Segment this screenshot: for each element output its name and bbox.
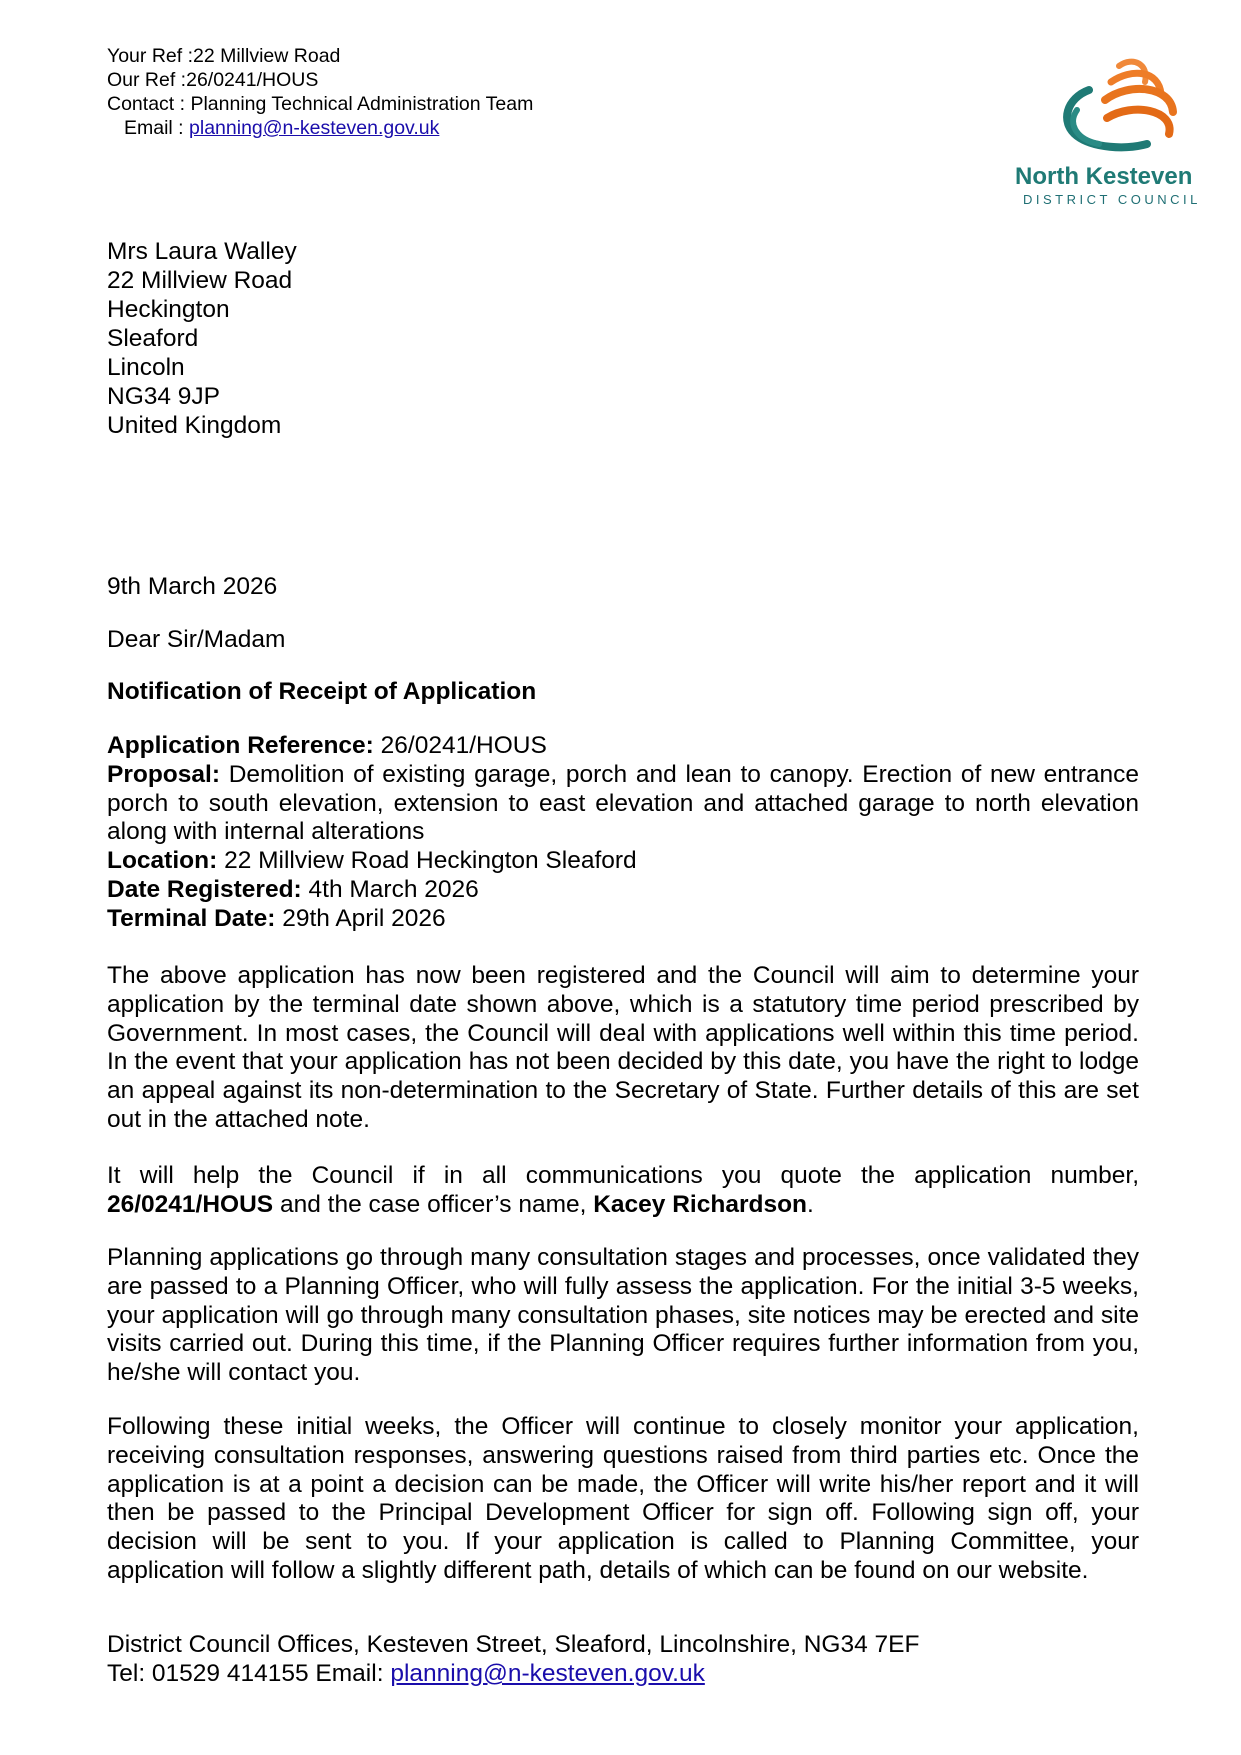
footer-contact <box>107 1659 919 1688</box>
email-line <box>107 116 533 140</box>
para2-start: It will help the Council if in all communications you quote the application number, <box>107 1162 1139 1189</box>
address-line: NG34 9JP <box>107 383 221 410</box>
footer <box>107 1630 919 1688</box>
terminal-label: Terminal Date: <box>107 904 276 932</box>
app-ref-value: 26/0241/HOUS <box>380 732 547 759</box>
location-value: 22 Millview Road Heckington Sleaford <box>224 847 637 875</box>
proposal-label: Proposal: <box>107 760 220 788</box>
location-row <box>107 847 1139 876</box>
logo-orange-swirl-4 <box>1107 110 1170 134</box>
registered-row <box>107 876 1139 905</box>
email-link[interactable]: planning@n-kesteven.gov.uk <box>189 117 440 139</box>
our-ref: Our Ref :26/0241/HOUS <box>107 69 319 91</box>
para2-end: . <box>807 1190 814 1218</box>
reference-block <box>107 44 533 140</box>
logo-name: North Kesteven <box>1015 163 1193 190</box>
proposal-value: Demolition of existing garage, porch and lean to canopy. Erection of new entrance porch to south elevation, extension to east elevation and attached garage to north elevation along with internal alterations <box>107 760 1140 846</box>
footer-tel: Tel: 01529 414155 Email: <box>107 1660 384 1687</box>
footer-email-link[interactable]: planning@n-kesteven.gov.uk <box>390 1660 705 1687</box>
address-line: Lincoln <box>107 354 185 381</box>
letter-heading: Notification of Receipt of Application <box>107 678 537 705</box>
proposal-row <box>107 761 1139 847</box>
app-ref-label: Application Reference: <box>107 732 374 759</box>
registered-label: Date Registered: <box>107 875 302 903</box>
location-label: Location: <box>107 847 218 875</box>
address-line: Mrs Laura Walley <box>107 238 297 265</box>
address-line: 22 Millview Road <box>107 267 293 294</box>
terminal-value: 29th April 2026 <box>282 904 446 932</box>
paragraph-quote-reference <box>107 1162 1139 1220</box>
contact: Contact : Planning Technical Administration Team <box>107 93 534 115</box>
address-line: Heckington <box>107 296 230 323</box>
terminal-row <box>107 905 1139 934</box>
address-line: Sleaford <box>107 325 199 352</box>
application-details <box>107 732 1139 934</box>
paragraph-registration: The above application has now been registered and the Council will aim to determine your application by the terminal date shown above, which is a statutory time period prescribed by Government. In most cases, the Council will deal with applications well within this time period. In the event that your application has not been decided by this date, you have the right to lodge an appeal against its non-determination to the Secretary of State. Further details of this are set out in the attached note. <box>107 962 1139 1133</box>
paragraph-process: Following these initial weeks, the Officer will continue to closely monitor your application, receiving consultation responses, answering questions raised from third parties etc. Once the application is at a point a decision can be made, the Officer will write his/her report and it will then be passed to the Principal Development Officer for sign off. Following sign off, your decision will be sent to you. If your application is called to Planning Committee, your application will follow a slightly different path, details of which can be found on our website. <box>107 1413 1139 1584</box>
recipient-address <box>107 237 297 440</box>
letter-date: 9th March 2026 <box>107 573 278 600</box>
email-label: Email : <box>124 117 184 139</box>
case-officer-name: Kacey Richardson <box>593 1190 808 1218</box>
para2-ref: 26/0241/HOUS <box>107 1190 274 1218</box>
footer-address: District Council Offices, Kesteven Street, Sleaford, Lincolnshire, NG34 7EF <box>107 1631 920 1658</box>
registered-value: 4th March 2026 <box>308 875 479 903</box>
salutation: Dear Sir/Madam <box>107 626 286 653</box>
logo-subtitle: DISTRICT COUNCIL <box>1023 192 1201 207</box>
para2-mid: and the case officer’s name, <box>279 1190 587 1218</box>
paragraph-consultation: Planning applications go through many consultation stages and processes, once validated they are passed to a Planning Officer, who will fully assess the application. For the initial 3-5 weeks, your application will go through many consultation phases, site notices may be erected and site visits carried out. During this time, if the Planning Officer requires further information from you, he/she will contact you. <box>107 1244 1139 1387</box>
app-ref-row <box>107 732 1139 761</box>
your-ref: Your Ref :22 Millview Road <box>107 45 341 67</box>
address-line: United Kingdom <box>107 412 282 439</box>
